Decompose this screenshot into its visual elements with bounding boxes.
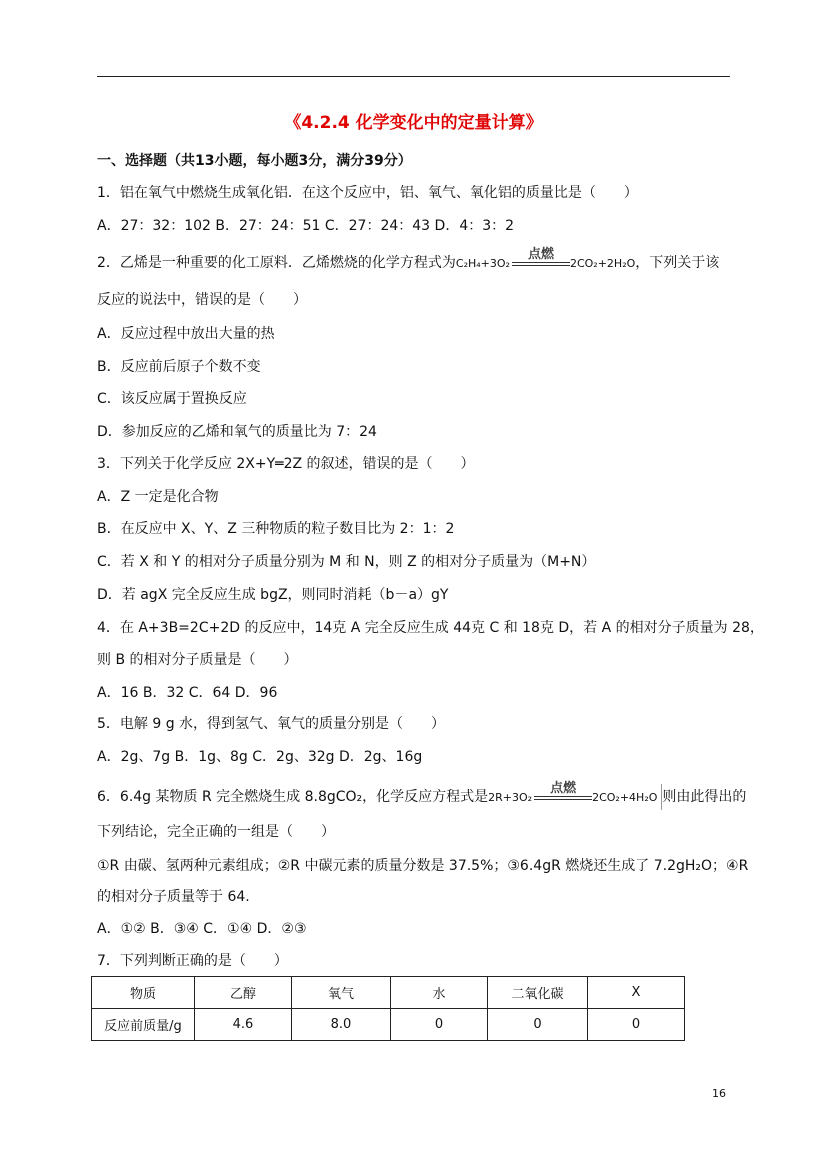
equation-left: C₂H₄+3O₂ [455, 257, 510, 270]
question-6-info-cont: 的相对分子质量等于 64. [97, 889, 250, 905]
question-6-stem-cont: 下列结论，完全正确的一组是（ ） [97, 824, 335, 840]
equation-left: 2R+3O₂ [488, 791, 533, 804]
table-header-cell: 物质 [92, 977, 195, 1009]
question-3-option-d: D．若 agX 完全反应生成 bgZ，则同时消耗（b－a）gY [97, 587, 449, 603]
question-3-option-b: B．在反应中 X、Y、Z 三种物质的粒子数目比为 2：1：2 [97, 521, 455, 537]
question-2-option-a: A．反应过程中放出大量的热 [97, 326, 275, 342]
table-header-cell: 乙醇 [195, 977, 292, 1009]
page-title: 《4.2.4 化学变化中的定量计算》 [284, 113, 543, 133]
question-2-equation [455, 247, 636, 270]
question-3-option-a: A．Z 一定是化合物 [97, 489, 219, 505]
question-2-option-c: C．该反应属于置换反应 [97, 391, 247, 407]
question-6-info: ①R 由碳、氢两种元素组成；②R 中碳元素的质量分数是 37.5%；③6.4gR 燃烧还生成了 7.2gH₂O；④R [97, 858, 749, 874]
question-4-stem-cont: 则 B 的相对分子质量是（ ） [97, 652, 298, 668]
table-header-cell: X [588, 977, 685, 1009]
question-7-stem: 7．下列判断正确的是（ ） [97, 953, 288, 969]
section-heading: 一、选择题（共13小题，每小题3分，满分39分） [97, 153, 412, 169]
question-2-stem-tail: ，下列关于该 [635, 255, 720, 271]
equation-right: 2CO₂+2H₂O [569, 257, 636, 270]
question-6-stem-tail: 则由此得出的 [662, 789, 747, 805]
question-1-options: A．27：32：102 B．27：24：51 C．27：24：43 D．4：3：2 [97, 218, 515, 234]
question-3-stem: 3．下列关于化学反应 2X+Y═2Z 的叙述，错误的是（ ） [97, 456, 475, 472]
header-rule [97, 76, 730, 77]
table-header-cell: 二氧化碳 [488, 977, 588, 1009]
table-header-row [92, 977, 685, 1009]
question-2-option-d: D．参加反应的乙烯和氧气的质量比为 7：24 [97, 424, 377, 440]
equation-arrow [512, 247, 570, 270]
question-6-equation [488, 781, 658, 804]
question-4-stem: 4．在 A+3B=2C+2D 的反应中，14克 A 完全反应生成 44克 C 和 18克 D，若 A 的相对分子质量为 28， [97, 620, 764, 636]
question-2-stem [97, 247, 720, 272]
table-cell: 8.0 [292, 1009, 391, 1041]
page-number: 16 [712, 1087, 726, 1100]
table-cell: 4.6 [195, 1009, 292, 1041]
question-7-table [91, 976, 685, 1041]
question-6-stem [97, 781, 747, 810]
equation-condition: 点燃 [550, 781, 577, 796]
table-cell: 反应前质量/g [92, 1009, 195, 1041]
question-4-options: A．16 B．32 C．64 D．96 [97, 685, 278, 701]
table-cell: 0 [588, 1009, 685, 1041]
question-5-stem: 5．电解 9 g 水，得到氢气、氧气的质量分别是（ ） [97, 716, 446, 732]
question-6-stem-text: 6．6.4g 某物质 R 完全燃烧生成 8.8gCO₂，化学反应方程式是 [97, 789, 489, 805]
question-5-options: A．2g、7g B．1g、8g C．2g、32g D．2g、16g [97, 749, 423, 765]
question-2-stem-cont: 反应的说法中，错误的是（ ） [97, 292, 307, 308]
table-header-cell: 氧气 [292, 977, 391, 1009]
question-2-option-b: B．反应前后原子个数不变 [97, 359, 261, 375]
equation-right: 2CO₂+4H₂O [592, 791, 658, 804]
question-3-option-c: C．若 X 和 Y 的相对分子质量分别为 M 和 N，则 Z 的相对分子质量为（M+N） [97, 554, 596, 570]
table-cell: 0 [488, 1009, 588, 1041]
table-row [92, 1009, 685, 1041]
equation-arrow [534, 781, 592, 804]
equation-condition: 点燃 [527, 247, 554, 262]
question-2-stem-text: 2．乙烯是一种重要的化工原料．乙烯燃烧的化学方程式为 [97, 255, 456, 271]
table-cell: 0 [391, 1009, 488, 1041]
question-6-options: A．①② B．③④ C．①④ D．②③ [97, 921, 307, 937]
question-1-stem: 1．铝在氧气中燃烧生成氧化铝．在这个反应中，铝、氧气、氧化铝的质量比是（ ） [97, 185, 638, 201]
table-header-cell: 水 [391, 977, 488, 1009]
